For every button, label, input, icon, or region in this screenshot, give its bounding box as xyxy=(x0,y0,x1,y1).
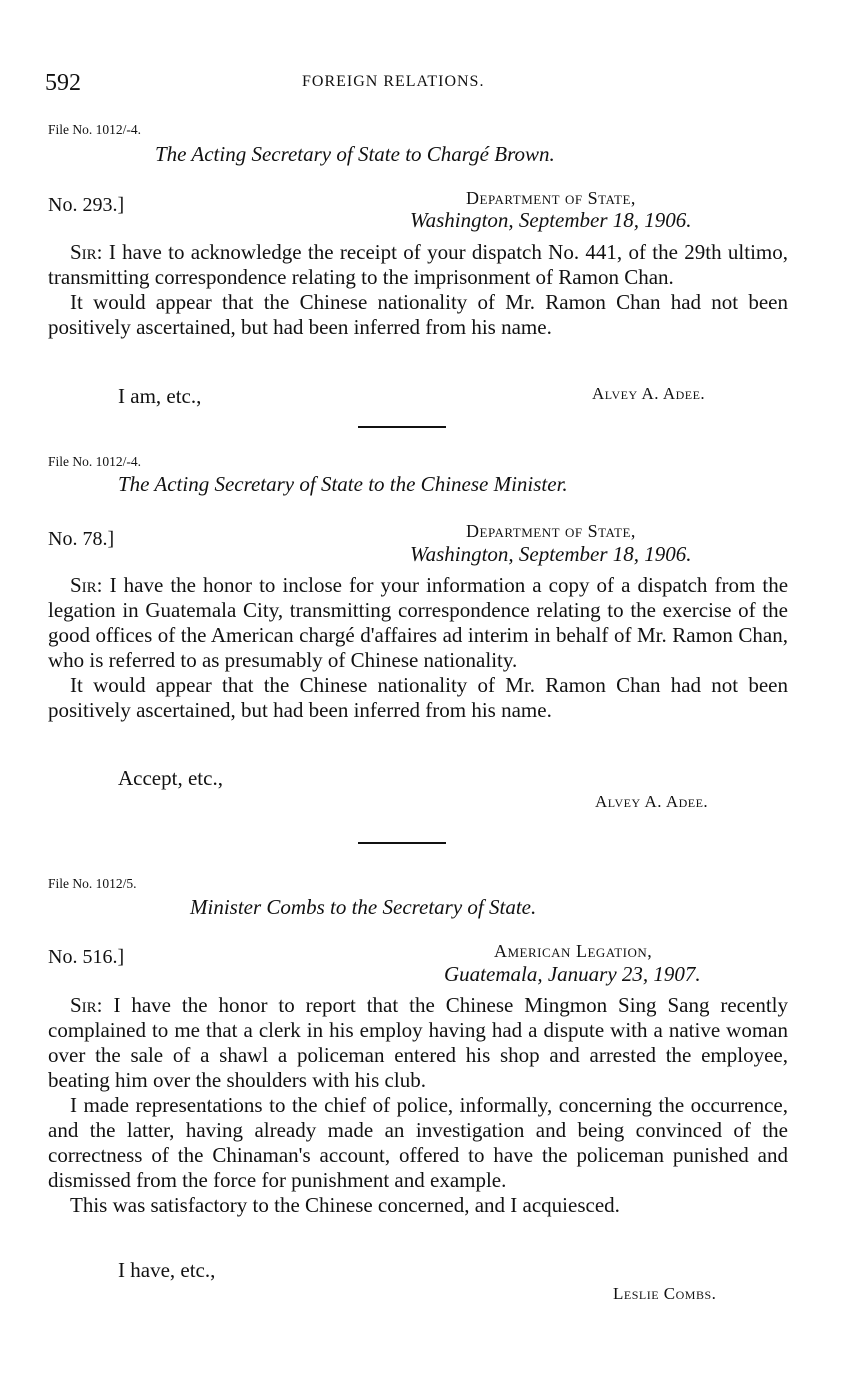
letter-body xyxy=(48,240,788,340)
section-divider xyxy=(358,842,446,844)
letter-body xyxy=(48,993,788,1218)
signature: Alvey A. Adee. xyxy=(595,792,709,811)
page-number: 592 xyxy=(45,70,81,96)
department-heading: Department of State, xyxy=(466,521,636,541)
body-paragraph: It would appear that the Chinese nationality of Mr. Ramon Chan had not been positively ascertained, but had been inferred from his name. xyxy=(48,673,788,722)
body-paragraph: Sir: I have the honor to inclose for your information a copy of a dispatch from the legation in Guatemala City, transmitting correspondence relating to the exercise of the good offices of the American chargé d'affaires ad interim in behalf of Mr. Ramon Chan, who is referred to as presumably of Chinese nationality. xyxy=(48,573,789,672)
salutation: Sir: xyxy=(70,240,103,264)
salutation: Sir: xyxy=(70,573,103,597)
place-date: Washington, September 18, 1906. xyxy=(410,208,692,232)
salutation: Sir: xyxy=(70,993,103,1017)
body-paragraph: This was satisfactory to the Chinese concerned, and I acquiesced. xyxy=(70,1193,620,1217)
dispatch-number: No. 516.] xyxy=(48,946,125,968)
file-number: File No. 1012/-4. xyxy=(48,122,141,137)
body-paragraph: Sir: I have to acknowledge the receipt of your dispatch No. 441, of the 29th ultimo, transmitting correspondence relating to the imprisonment of Ramon Chan. xyxy=(48,240,789,289)
letter-body xyxy=(48,573,788,723)
running-title: FOREIGN RELATIONS. xyxy=(302,73,485,90)
place-date: Washington, September 18, 1906. xyxy=(410,542,692,566)
place-date: Guatemala, January 23, 1907. xyxy=(444,962,701,986)
letter-title: The Acting Secretary of State to the Chinese Minister. xyxy=(118,472,568,496)
body-paragraph: Sir: I have the honor to report that the Chinese Mingmon Sing Sang recently complained to me that a clerk in his employ having had a dispute with a native woman over the sale of a shawl a policeman entered his shop and arrested the employee, beating him over the shoulders with his club. xyxy=(48,993,788,1092)
signature: Alvey A. Adee. xyxy=(592,384,706,403)
closing: I have, etc., xyxy=(118,1258,216,1282)
section-divider xyxy=(358,426,446,428)
body-paragraph: It would appear that the Chinese nationality of Mr. Ramon Chan had not been positively ascertained, but had been inferred from his name. xyxy=(48,290,788,339)
dispatch-number: No. 293.] xyxy=(48,194,125,216)
dispatch-number: No. 78.] xyxy=(48,528,115,550)
letter-title: Minister Combs to the Secretary of State. xyxy=(190,895,537,919)
department-heading: American Legation, xyxy=(494,941,653,961)
department-heading: Department of State, xyxy=(466,188,636,208)
letter-title: The Acting Secretary of State to Chargé Brown. xyxy=(155,142,555,166)
closing: Accept, etc., xyxy=(118,766,223,790)
file-number: File No. 1012/5. xyxy=(48,876,137,891)
body-paragraph: I made representations to the chief of police, informally, concerning the occurrence, and the latter, having already made an investigation and being convinced of the correctness of the Chinaman's account, offered to have the policeman punished and dismissed from the force for punishment and example. xyxy=(48,1093,788,1192)
closing: I am, etc., xyxy=(118,384,202,408)
file-number: File No. 1012/-4. xyxy=(48,454,141,469)
signature: Leslie Combs. xyxy=(613,1284,717,1303)
